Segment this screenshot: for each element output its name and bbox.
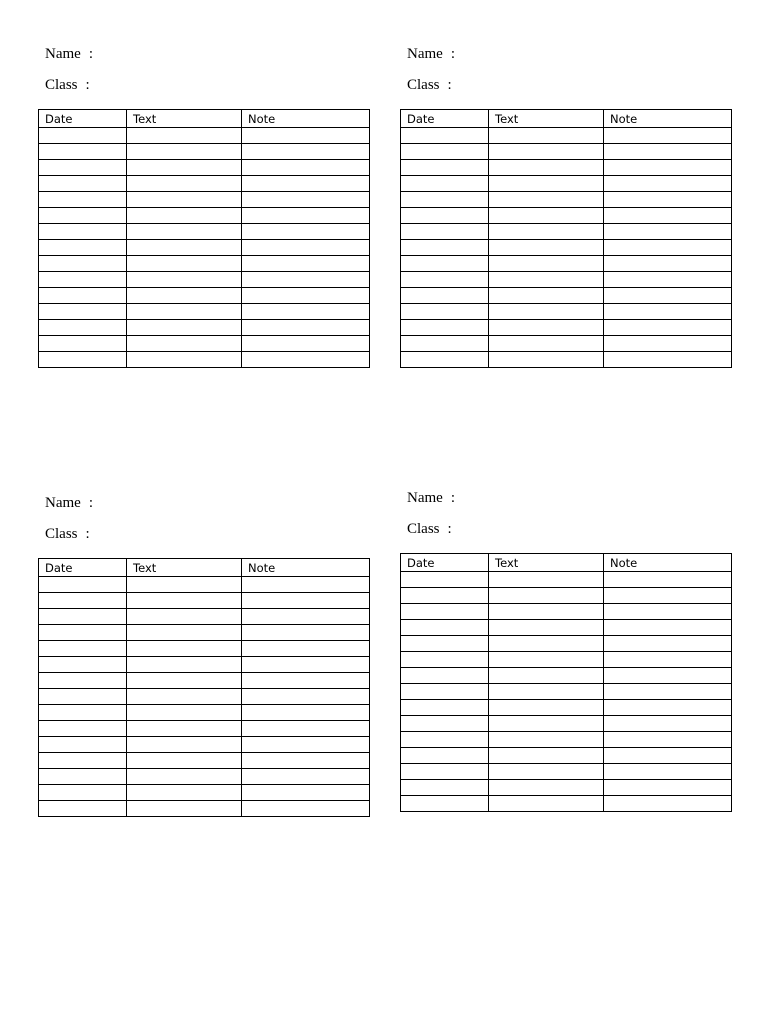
date-cell [39,288,127,304]
date-cell [401,588,489,604]
note-cell [242,336,370,352]
text-cell [127,304,242,320]
date-cell [401,128,489,144]
table-row [39,705,370,721]
text-cell [489,304,604,320]
text-cell [489,288,604,304]
date-cell [401,572,489,588]
note-cell [242,160,370,176]
note-cell [242,753,370,769]
date-cell [39,144,127,160]
name-colon: : [450,490,455,506]
table-row [401,256,732,272]
table-row [39,320,370,336]
note-cell [242,577,370,593]
table-row [39,673,370,689]
date-cell [401,208,489,224]
date-cell [39,737,127,753]
note-cell [604,764,732,780]
text-cell [127,128,242,144]
date-cell [39,753,127,769]
text-cell [489,796,604,812]
note-cell [604,176,732,192]
note-cell [242,609,370,625]
note-cell [242,272,370,288]
note-cell [604,224,732,240]
record-table [38,109,370,368]
date-cell [39,577,127,593]
note-column-header: Note [242,110,370,128]
table-row [401,144,732,160]
text-column-header: Text [127,559,242,577]
table-row [401,684,732,700]
record-table [38,558,370,817]
date-cell [401,668,489,684]
date-cell [401,272,489,288]
date-cell [401,176,489,192]
date-cell [39,240,127,256]
date-cell [401,732,489,748]
name-colon: : [450,46,455,62]
table-row [401,700,732,716]
text-cell [127,577,242,593]
text-cell [127,705,242,721]
text-cell [127,673,242,689]
date-cell [401,764,489,780]
name-colon: : [88,495,93,511]
date-column-header: Date [401,110,489,128]
table-row [39,753,370,769]
note-cell [242,593,370,609]
note-cell [242,192,370,208]
date-cell [401,700,489,716]
note-cell [242,320,370,336]
text-cell [127,320,242,336]
note-cell [242,144,370,160]
text-cell [127,609,242,625]
note-column-header: Note [242,559,370,577]
table-row [39,737,370,753]
note-cell [604,796,732,812]
date-cell [401,144,489,160]
date-cell [401,288,489,304]
note-cell [604,192,732,208]
text-cell [489,272,604,288]
date-cell [39,176,127,192]
class-colon: : [447,521,452,537]
table-row [39,224,370,240]
note-cell [604,304,732,320]
text-cell [489,256,604,272]
date-cell [39,352,127,368]
date-cell [39,256,127,272]
note-cell [604,272,732,288]
text-cell [489,780,604,796]
note-cell [604,700,732,716]
text-cell [489,716,604,732]
note-cell [242,625,370,641]
text-cell [489,684,604,700]
table-row [39,577,370,593]
table-row [39,192,370,208]
table-row [39,593,370,609]
table-row [401,636,732,652]
text-cell [489,700,604,716]
text-cell [127,625,242,641]
note-cell [242,737,370,753]
table-row [39,256,370,272]
worksheet-card [400,44,732,368]
date-cell [39,705,127,721]
note-cell [604,572,732,588]
date-cell [39,593,127,609]
table-row [401,732,732,748]
text-cell [489,668,604,684]
table-row [401,604,732,620]
date-cell [39,128,127,144]
table-row [401,748,732,764]
text-cell [127,336,242,352]
table-row [401,336,732,352]
note-cell [604,636,732,652]
text-cell [127,657,242,673]
table-row [401,240,732,256]
text-cell [127,785,242,801]
table-row [39,288,370,304]
table-row [401,780,732,796]
name-colon: : [88,46,93,62]
note-cell [242,256,370,272]
date-cell [401,652,489,668]
class-colon: : [85,526,90,542]
date-cell [401,336,489,352]
table-row [401,572,732,588]
date-cell [401,160,489,176]
text-cell [127,160,242,176]
note-cell [242,224,370,240]
text-cell [127,753,242,769]
text-cell [489,160,604,176]
table-row [39,785,370,801]
text-cell [127,192,242,208]
text-cell [127,689,242,705]
name-label: Name [407,490,443,506]
date-cell [39,336,127,352]
date-cell [401,604,489,620]
note-cell [604,604,732,620]
class-field [400,75,732,106]
text-cell [489,320,604,336]
header-row [401,554,732,572]
text-cell [127,224,242,240]
text-cell [127,272,242,288]
note-cell [604,144,732,160]
date-cell [401,620,489,636]
note-cell [242,689,370,705]
date-cell [401,748,489,764]
date-cell [39,625,127,641]
date-cell [39,689,127,705]
table-row [39,176,370,192]
text-cell [489,572,604,588]
class-field [38,75,370,106]
text-cell [489,144,604,160]
text-cell [127,801,242,817]
note-cell [604,320,732,336]
note-cell [604,748,732,764]
table-row [39,144,370,160]
date-cell [39,304,127,320]
table-row [401,208,732,224]
date-cell [401,304,489,320]
class-field [400,519,732,550]
note-cell [242,304,370,320]
table-row [39,208,370,224]
note-cell [604,336,732,352]
text-cell [489,748,604,764]
date-cell [401,780,489,796]
date-cell [39,657,127,673]
date-cell [401,716,489,732]
class-label: Class [45,526,78,542]
header-row [39,110,370,128]
note-cell [604,288,732,304]
date-cell [39,192,127,208]
note-cell [242,769,370,785]
text-cell [489,732,604,748]
text-cell [489,192,604,208]
table-row [401,192,732,208]
table-row [401,224,732,240]
class-colon: : [447,77,452,93]
text-column-header: Text [489,110,604,128]
date-column-header: Date [39,110,127,128]
text-cell [127,737,242,753]
date-cell [401,320,489,336]
table-row [401,588,732,604]
table-row [39,609,370,625]
text-cell [489,224,604,240]
header-row [401,110,732,128]
date-cell [39,272,127,288]
date-cell [401,636,489,652]
text-cell [489,620,604,636]
note-cell [242,641,370,657]
text-cell [489,336,604,352]
note-cell [242,128,370,144]
text-cell [127,769,242,785]
note-cell [604,208,732,224]
text-cell [127,208,242,224]
text-cell [489,352,604,368]
text-cell [127,176,242,192]
table-row [401,288,732,304]
note-cell [604,128,732,144]
table-row [401,796,732,812]
record-table [400,553,732,812]
record-table [400,109,732,368]
class-label: Class [45,77,78,93]
text-cell [489,240,604,256]
text-cell [127,240,242,256]
name-label: Name [45,495,81,511]
date-column-header: Date [39,559,127,577]
text-column-header: Text [489,554,604,572]
date-cell [39,673,127,689]
name-field [38,493,370,524]
table-row [39,272,370,288]
note-cell [604,620,732,636]
text-cell [489,604,604,620]
note-cell [604,256,732,272]
date-cell [39,769,127,785]
table-row [401,272,732,288]
table-row [39,240,370,256]
date-cell [39,224,127,240]
text-cell [127,593,242,609]
date-cell [39,320,127,336]
note-cell [604,668,732,684]
date-cell [401,796,489,812]
table-row [39,801,370,817]
date-cell [401,352,489,368]
table-row [401,160,732,176]
table-row [401,652,732,668]
note-cell [242,288,370,304]
text-cell [127,721,242,737]
note-cell [242,705,370,721]
note-cell [242,801,370,817]
header-row [39,559,370,577]
name-field [38,44,370,75]
table-row [39,304,370,320]
text-cell [127,144,242,160]
note-cell [242,673,370,689]
text-cell [127,641,242,657]
table-row [401,352,732,368]
text-cell [127,352,242,368]
table-row [401,764,732,780]
date-cell [401,192,489,208]
text-cell [127,256,242,272]
note-cell [604,240,732,256]
text-cell [489,128,604,144]
name-label: Name [45,46,81,62]
worksheet-card [38,493,370,817]
note-cell [604,652,732,668]
date-cell [401,684,489,700]
note-column-header: Note [604,554,732,572]
class-label: Class [407,77,440,93]
name-field [400,488,732,519]
text-cell [489,764,604,780]
table-row [39,625,370,641]
date-cell [39,641,127,657]
table-row [401,176,732,192]
table-row [39,336,370,352]
note-cell [604,732,732,748]
note-cell [604,716,732,732]
table-row [401,620,732,636]
note-cell [604,352,732,368]
text-cell [489,652,604,668]
text-cell [489,636,604,652]
date-cell [39,160,127,176]
worksheet-card [38,44,370,368]
date-column-header: Date [401,554,489,572]
date-cell [39,721,127,737]
note-cell [242,657,370,673]
note-column-header: Note [604,110,732,128]
table-row [39,160,370,176]
date-cell [401,240,489,256]
note-cell [242,240,370,256]
text-column-header: Text [127,110,242,128]
table-row [401,716,732,732]
table-row [401,128,732,144]
text-cell [489,208,604,224]
table-row [401,668,732,684]
text-cell [489,176,604,192]
class-field [38,524,370,555]
note-cell [604,588,732,604]
table-row [39,769,370,785]
table-row [39,641,370,657]
worksheet-card [400,488,732,812]
date-cell [39,208,127,224]
note-cell [604,684,732,700]
date-cell [401,224,489,240]
table-row [39,352,370,368]
text-cell [127,288,242,304]
table-row [39,128,370,144]
note-cell [242,785,370,801]
note-cell [242,208,370,224]
class-label: Class [407,521,440,537]
table-row [39,657,370,673]
table-row [39,689,370,705]
table-row [401,320,732,336]
date-cell [39,785,127,801]
class-colon: : [85,77,90,93]
note-cell [242,352,370,368]
note-cell [604,780,732,796]
table-row [401,304,732,320]
date-cell [401,256,489,272]
text-cell [489,588,604,604]
date-cell [39,801,127,817]
date-cell [39,609,127,625]
table-row [39,721,370,737]
name-field [400,44,732,75]
note-cell [242,176,370,192]
note-cell [242,721,370,737]
name-label: Name [407,46,443,62]
note-cell [604,160,732,176]
